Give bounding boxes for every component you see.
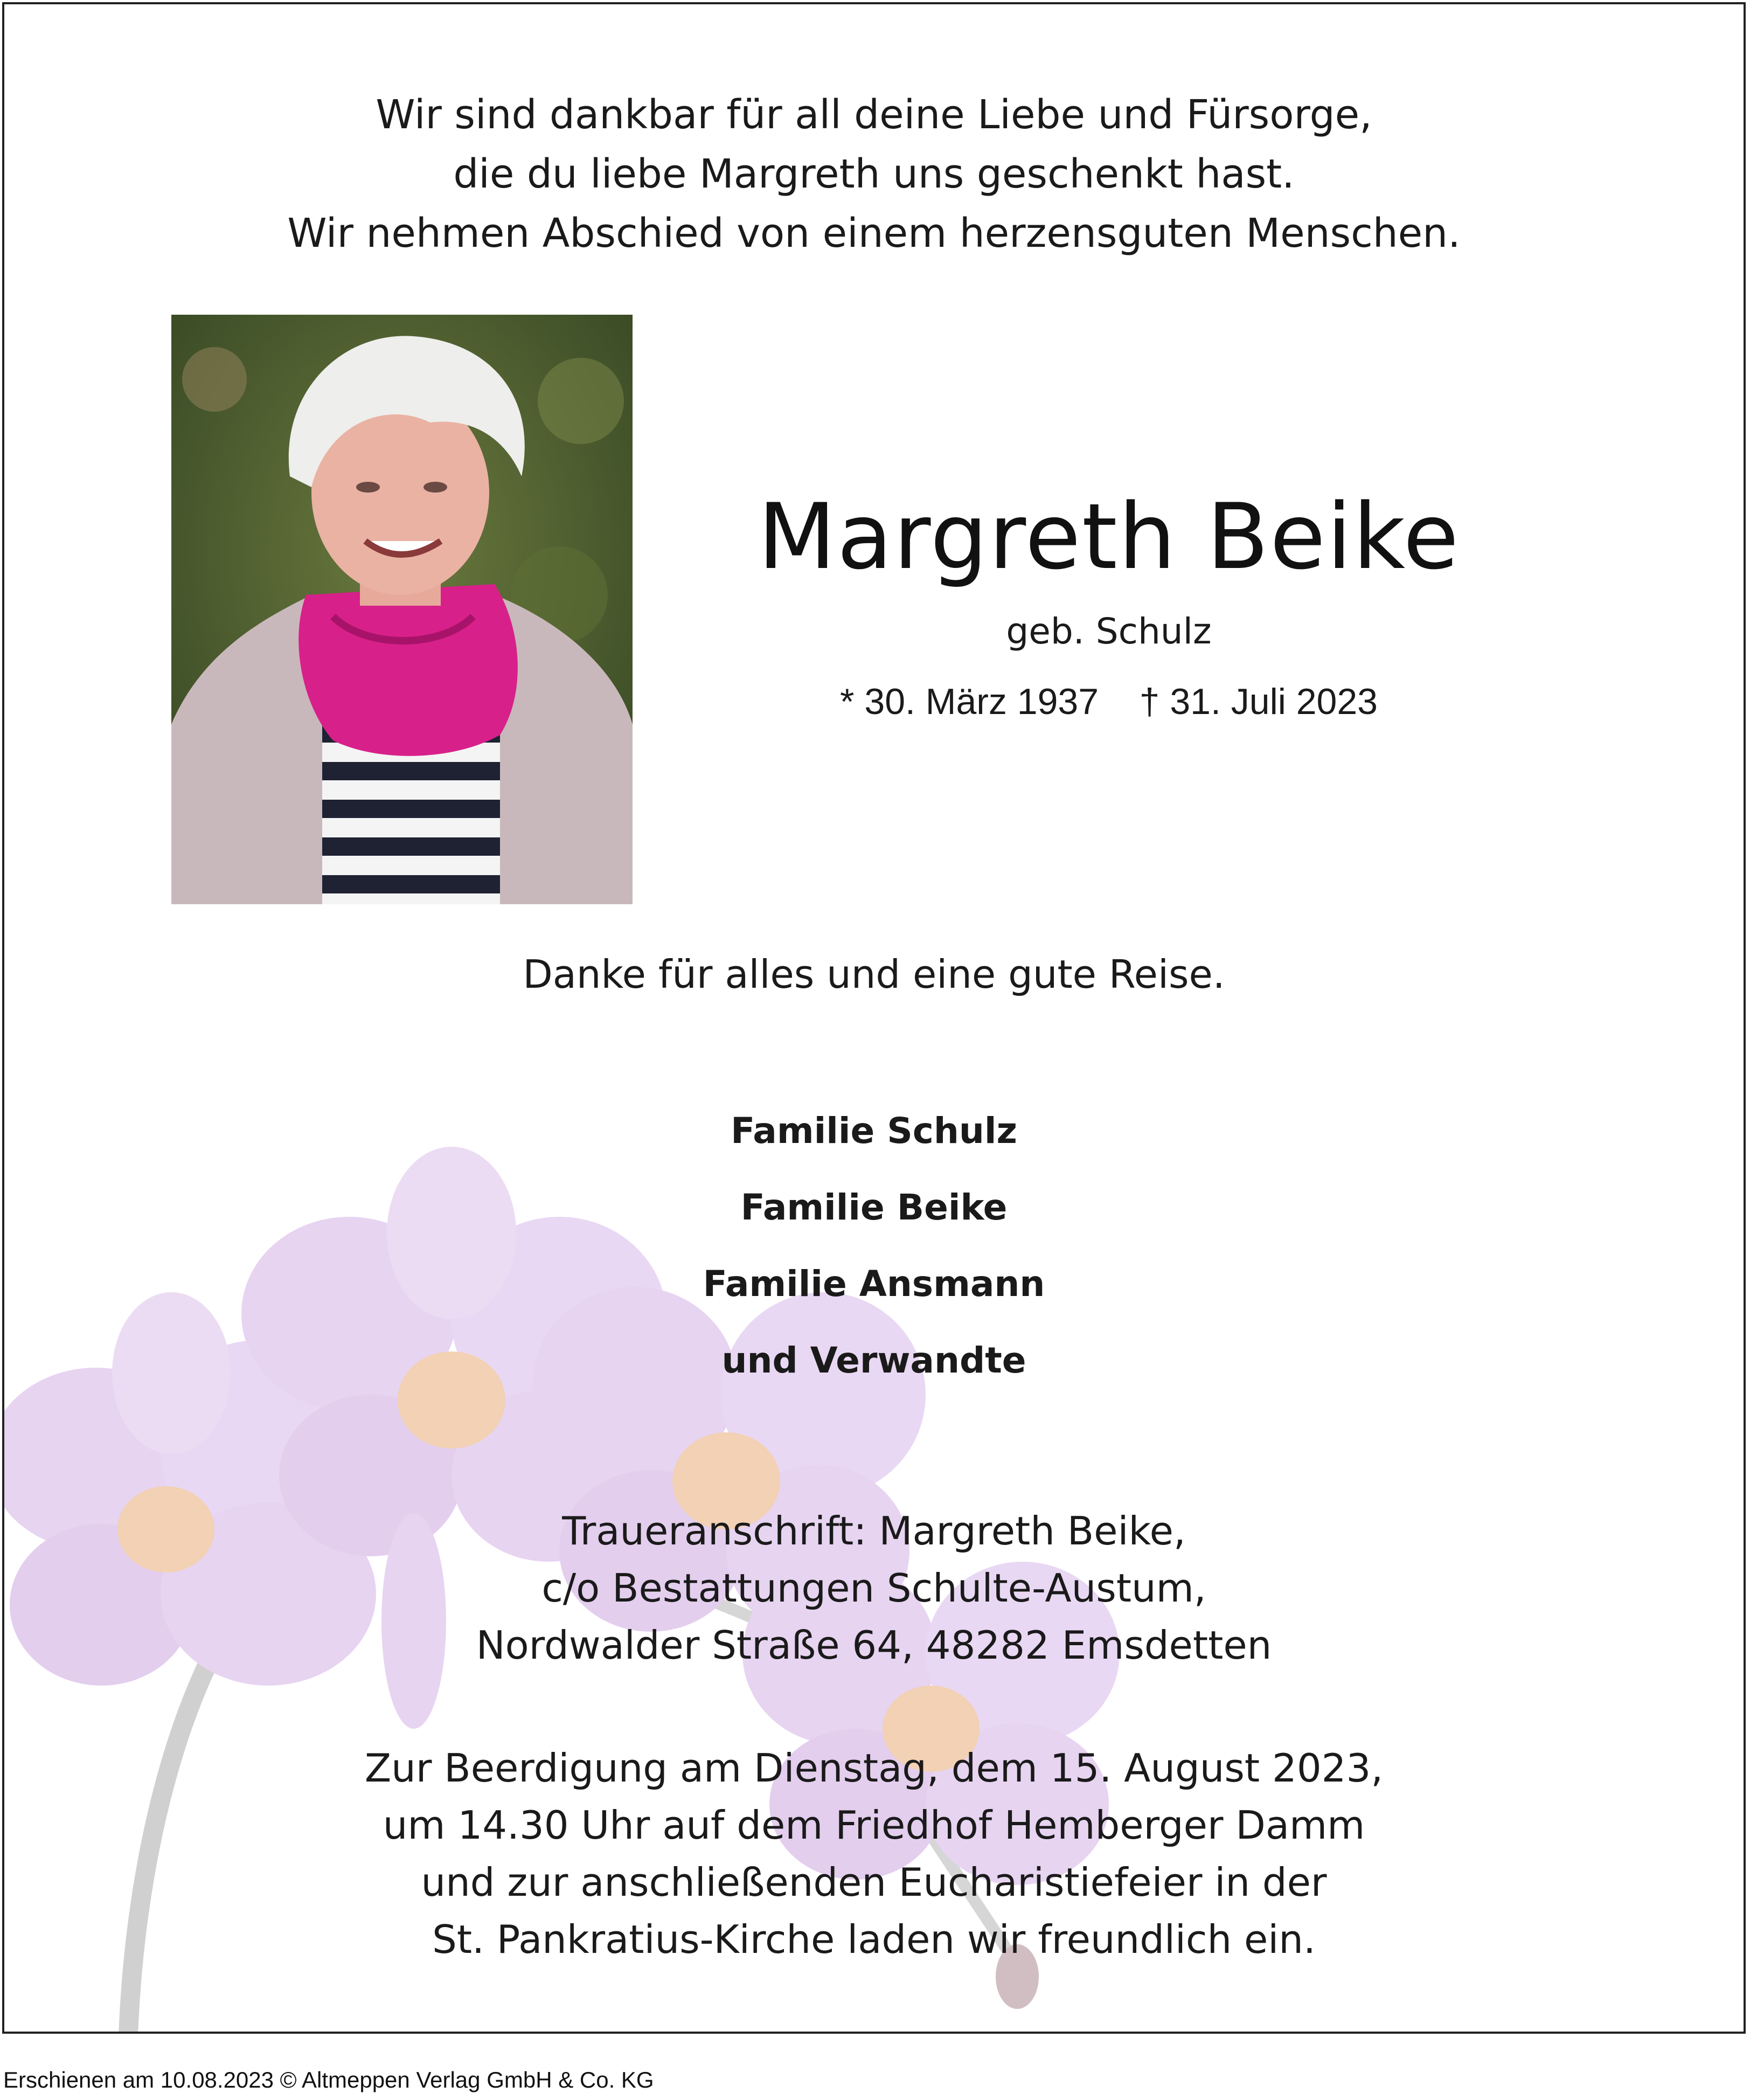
family-name: Familie Ansmann — [703, 1263, 1045, 1305]
birth-name: geb. Schulz — [1006, 611, 1212, 652]
family-name: Familie Schulz — [731, 1110, 1017, 1152]
funeral-line: Zur Beerdigung am Dienstag, dem 15. August 2023, — [364, 1745, 1384, 1791]
publication-footer: Erschienen am 10.08.2023 © Altmeppen Verlag GmbH & Co. KG — [3, 2067, 654, 2092]
obituary-frame — [2, 2, 1746, 2034]
intro-line: die du liebe Margreth uns geschenkt hast. — [453, 151, 1295, 197]
intro-line: Wir sind dankbar für all deine Liebe und Fürsorge, — [376, 92, 1372, 138]
funeral-line: um 14.30 Uhr auf dem Friedhof Hemberger Damm — [383, 1803, 1365, 1848]
address-line: Nordwalder Straße 64, 48282 Emsdetten — [476, 1623, 1272, 1668]
family-name: Familie Beike — [740, 1187, 1008, 1228]
portrait-photo — [171, 315, 633, 904]
address-line: c/o Bestattungen Schulte-Austum, — [541, 1565, 1206, 1611]
mourning-address — [4, 1502, 1744, 1674]
funeral-line: und zur anschließenden Eucharistiefeier in der — [421, 1860, 1327, 1905]
funeral-notice — [4, 1739, 1744, 1968]
intro-verse — [4, 85, 1744, 263]
life-dates: * 30. März 1937 † 31. Juli 2023 — [840, 681, 1378, 722]
orchid-decoration — [4, 4, 1746, 2034]
funeral-line: St. Pankratius-Kirche laden wir freundlich ein. — [432, 1917, 1316, 1962]
intro-line: Wir nehmen Abschied von einem herzensguten Menschen. — [287, 210, 1461, 257]
family-list — [4, 1093, 1744, 1399]
address-line: Traueranschrift: Margreth Beike, — [562, 1508, 1186, 1554]
deceased-name: Margreth Beike — [758, 484, 1460, 590]
family-name: und Verwandte — [721, 1340, 1026, 1381]
thanks-line: Danke für alles und eine gute Reise. — [523, 952, 1225, 997]
